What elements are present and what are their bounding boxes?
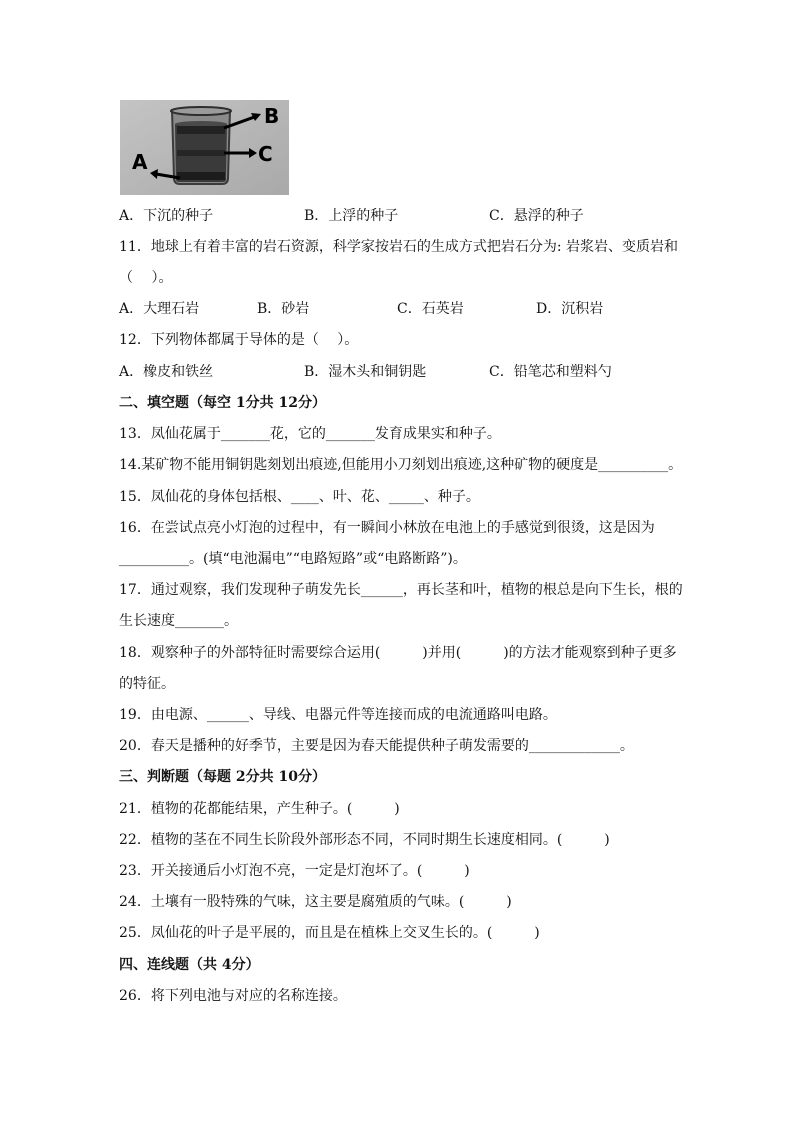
beaker-figure xyxy=(120,100,289,195)
q17-text-line1: 17．通过观察，我们发现种子萌发先长______，再长茎和叶，植物的根总是向下生长，根的 xyxy=(119,582,683,598)
section4-heading: 四、连线题（共 4分） xyxy=(119,957,260,973)
q19-text: 19．由电源、______、导线、电器元件等连接而成的电流通路叫电路。 xyxy=(119,707,557,723)
q11-text-line2: （ ）。 xyxy=(119,270,173,286)
q22-text: 22．植物的茎在不同生长阶段外部形态不同，不同时期生长速度相同。( ) xyxy=(119,832,610,848)
q21-text: 21．植物的花都能结果，产生种子。( ) xyxy=(119,801,400,817)
q11-option-d: D．沉积岩 xyxy=(536,301,604,317)
sunk-seeds xyxy=(177,172,225,180)
floating-seeds xyxy=(177,126,225,134)
q12-option-b: B．湿木头和铜钥匙 xyxy=(304,364,427,380)
section2-heading: 二、填空题（每空 1分共 12分） xyxy=(119,395,326,411)
q17-text-line2: 生长速度_______。 xyxy=(119,613,238,629)
q11-text-line1: 11．地球上有着丰富的岩石资源，科学家按岩石的生成方式把岩石分为: 岩浆岩、变质岩和 xyxy=(119,239,678,255)
q16-text-line1: 16．在尝试点亮小灯泡的过程中，有一瞬间小林放在电池上的手感觉到很烫，这是因为 xyxy=(119,520,655,536)
beaker-rim xyxy=(171,107,231,115)
q10-option-b: B．上浮的种子 xyxy=(304,208,399,224)
q25-text: 25．凤仙花的叶子是平展的，而且是在植株上交叉生长的。( ) xyxy=(119,925,540,941)
q13-text: 13．凤仙花属于_______花，它的_______发育成果实和种子。 xyxy=(119,426,501,442)
q24-text: 24．土壤有一股特殊的气味，这主要是腐殖质的气味。( ) xyxy=(119,894,512,910)
q26-text: 26．将下列电池与对应的名称连接。 xyxy=(119,988,347,1004)
label-c: C xyxy=(258,142,273,166)
q18-text-line1: 18．观察种子的外部特征时需要综合运用( )并用( )的方法才能观察到种子更多 xyxy=(119,645,677,661)
q18-text-line2: 的特征。 xyxy=(119,676,175,692)
label-b: B xyxy=(264,104,280,128)
q11-option-a: A．大理石岩 xyxy=(119,301,200,317)
q10-option-a: A．下沉的种子 xyxy=(119,208,214,224)
q16-text-line2: __________。(填“电池漏电”“电路短路”或“电路断路”)。 xyxy=(119,551,467,567)
q12-text: 12．下列物体都属于导体的是（ ）。 xyxy=(119,332,359,348)
q20-text: 20．春天是播种的好季节，主要是因为春天能提供种子萌发需要的_____________。 xyxy=(119,738,634,754)
suspended-seeds xyxy=(177,150,225,156)
q11-option-c: C．石英岩 xyxy=(397,301,464,317)
q14-text: 14.某矿物不能用铜钥匙刻划出痕迹,但能用小刀刻划出痕迹,这种矿物的硬度是__________。 xyxy=(119,457,683,473)
q12-option-c: C．铅笔芯和塑料勺 xyxy=(489,364,612,380)
beaker-illustration xyxy=(120,100,289,195)
q12-option-a: A．橡皮和铁丝 xyxy=(119,364,214,380)
section3-heading: 三、判断题（每题 2分共 10分） xyxy=(119,769,326,785)
q10-option-c: C．悬浮的种子 xyxy=(489,208,584,224)
q15-text: 15．凤仙花的身体包括根、____、叶、花、_____、种子。 xyxy=(119,489,480,505)
q23-text: 23．开关接通后小灯泡不亮，一定是灯泡坏了。( ) xyxy=(119,863,470,879)
q11-option-b: B．砂岩 xyxy=(257,301,310,317)
label-a: A xyxy=(132,150,148,174)
